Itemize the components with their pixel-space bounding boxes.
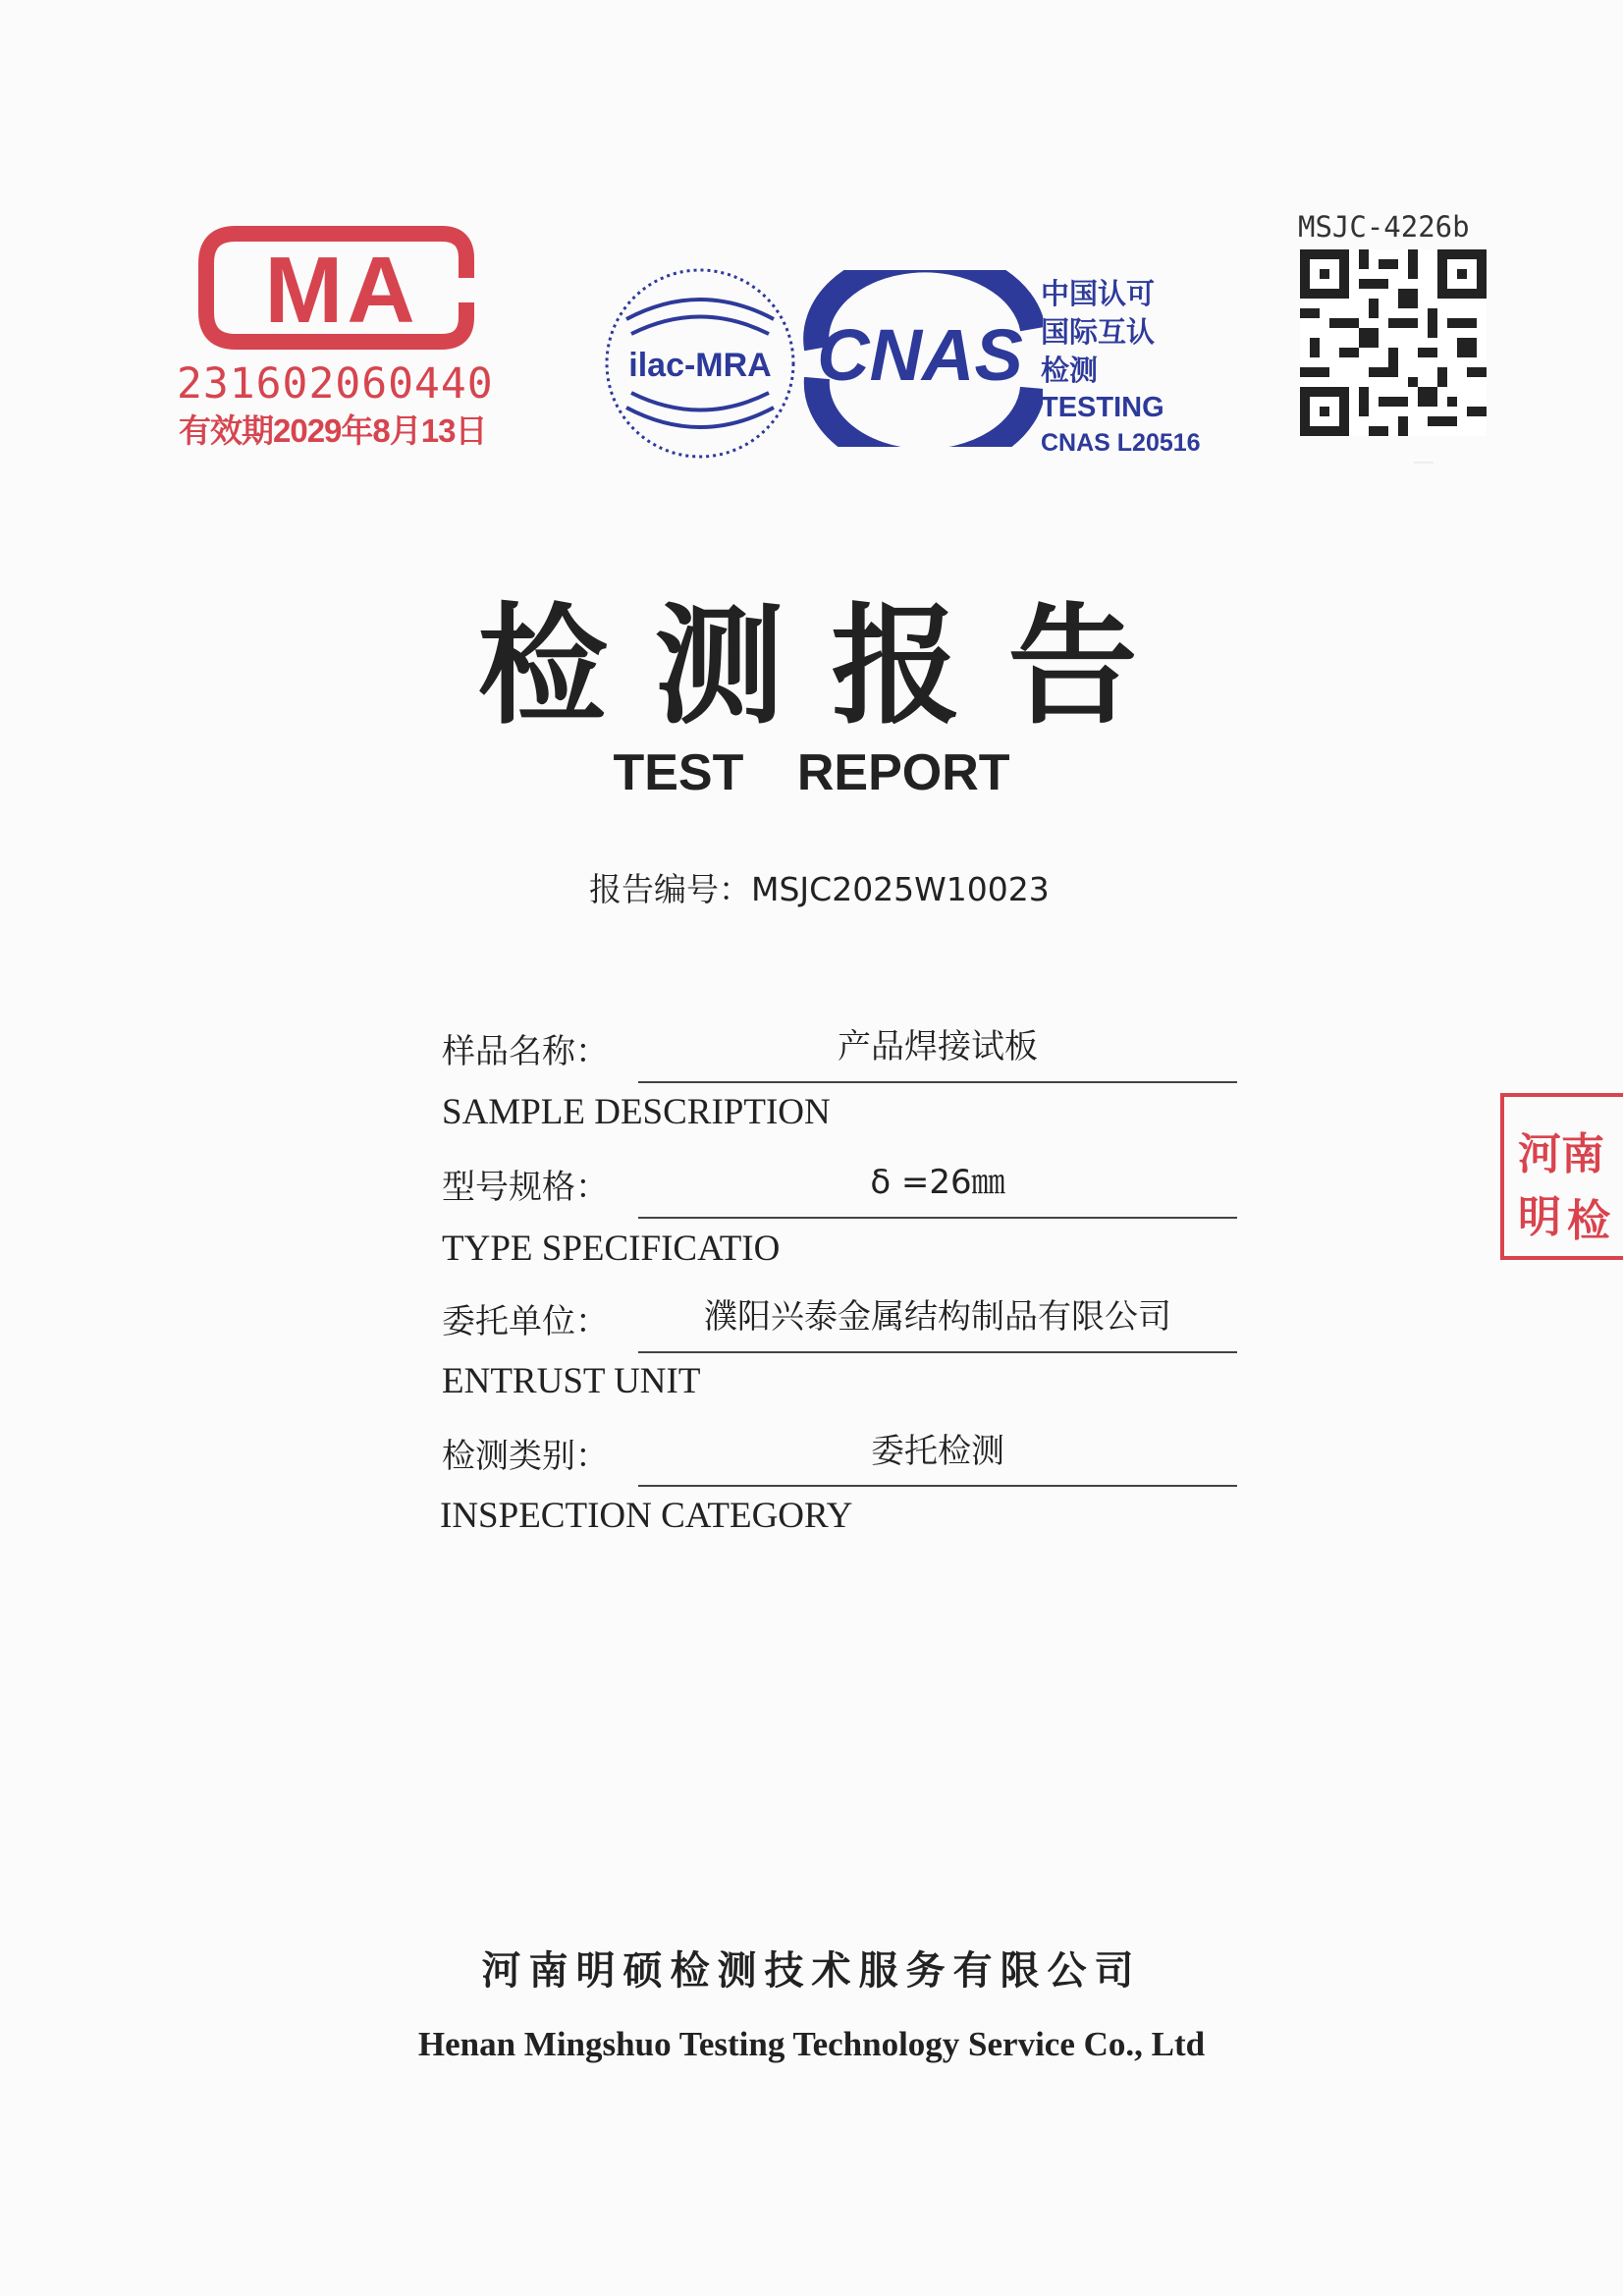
cnas-cn-line1: 中国认可 <box>1041 277 1156 310</box>
field-label-sample: 样品名称： <box>442 1032 609 1071</box>
cnas-side-text <box>1041 275 1237 461</box>
cnas-logo <box>797 270 1062 447</box>
svg-text:CNAS: CNAS <box>817 314 1023 396</box>
field-value-category: 委托检测 <box>871 1432 1004 1471</box>
report-title-cn: 检测报告 <box>477 590 1185 742</box>
cnas-en-line2: CNAS L20516 <box>1041 429 1201 457</box>
field-label-category: 检测类别： <box>442 1437 609 1476</box>
field-label-type: 型号规格： <box>442 1168 609 1207</box>
field-label-sample-en: SAMPLE DESCRIPTION <box>442 1092 831 1132</box>
company-name-en: Henan Mingshuo Testing Technology Service Co., Ltd <box>417 2025 1206 2063</box>
bleed-line <box>1414 462 1434 464</box>
cnas-cn-line3: 检测 <box>1041 354 1099 387</box>
qr-code-text: MSJC-4226b <box>1298 210 1470 244</box>
edge-seal-line2: 检 <box>1567 1196 1610 1246</box>
field-underline <box>638 1081 1237 1083</box>
edge-seal <box>1500 1093 1623 1260</box>
svg-text:MA: MA <box>264 238 419 343</box>
company-name-cn: 河南明硕检测技术服务有限公司 <box>481 1948 1142 1994</box>
report-number: 报告编号：MSJC2025W10023 <box>589 870 1050 908</box>
ilac-globe-icon <box>597 260 803 466</box>
field-underline <box>638 1217 1237 1219</box>
field-label-type-en: TYPE SPECIFICATIO <box>442 1229 781 1269</box>
field-label-entrust-en: ENTRUST UNIT <box>442 1361 701 1401</box>
edge-seal-line1: 河南明 <box>1518 1129 1604 1242</box>
cma-seal <box>177 224 501 460</box>
field-label-entrust: 委托单位： <box>442 1302 609 1341</box>
svg-text:ilac-MRA: ilac-MRA <box>628 347 772 384</box>
qr-code-icon[interactable] <box>1300 249 1487 436</box>
cma-validity: 有效期2029年8月13日 <box>179 412 487 449</box>
field-label-category-en: INSPECTION CATEGORY <box>440 1496 853 1536</box>
field-underline <box>638 1485 1237 1487</box>
cnas-en-line1: TESTING <box>1041 392 1164 423</box>
field-value-sample: 产品焊接试板 <box>838 1027 1038 1066</box>
field-underline <box>638 1351 1237 1353</box>
cnas-cn-line2: 国际互认 <box>1041 315 1156 349</box>
cnas-mark-icon <box>797 270 1043 447</box>
cma-logo-icon <box>196 224 481 352</box>
field-value-entrust: 濮阳兴泰金属结构制品有限公司 <box>704 1297 1171 1337</box>
field-value-type: δ =26㎜ <box>870 1163 1005 1202</box>
cma-number: 231602060440 <box>177 359 494 409</box>
ilac-mra-logo <box>597 260 803 466</box>
report-title-en: TEST REPORT <box>613 744 1010 801</box>
